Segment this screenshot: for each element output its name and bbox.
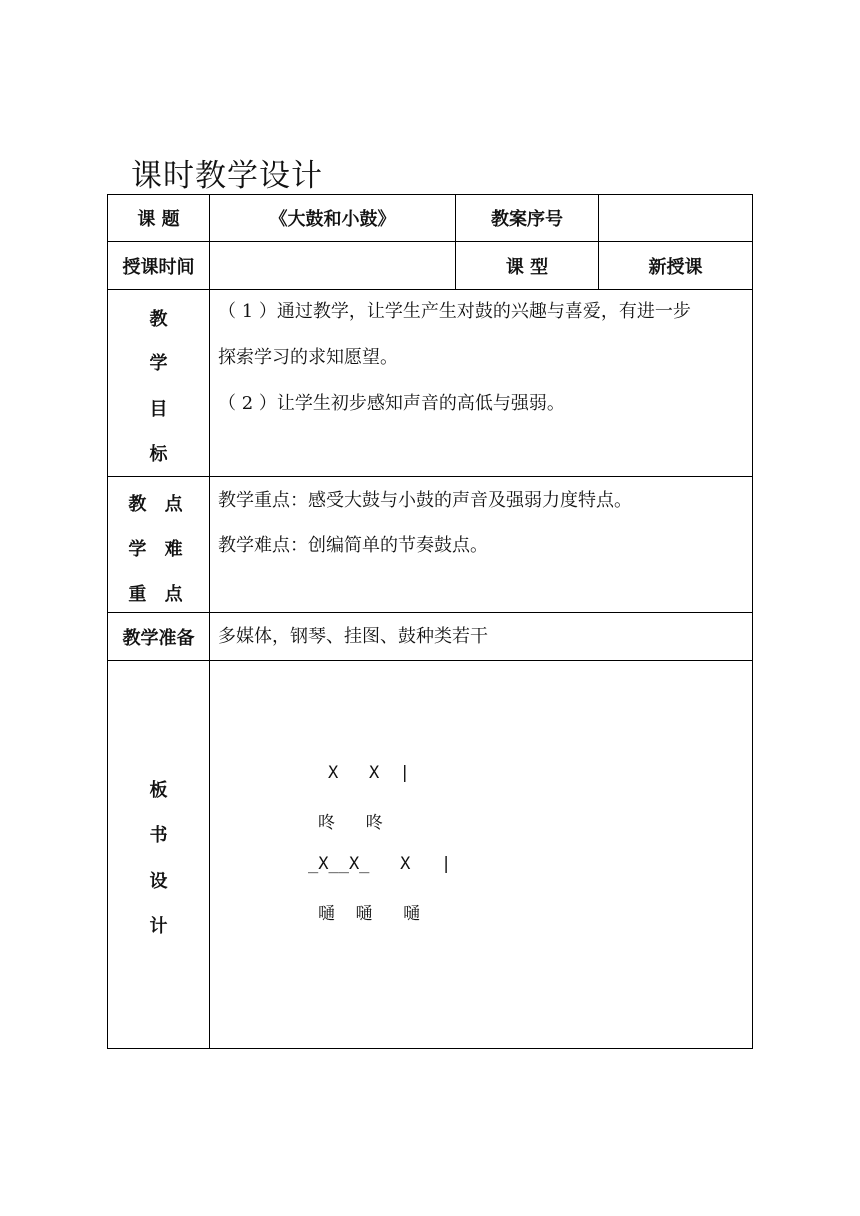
page-title: 课时教学设计 <box>131 158 323 194</box>
rhythm-line-1: X X | <box>328 763 410 783</box>
row-divider <box>107 660 753 661</box>
column-divider <box>209 194 210 1049</box>
key-points-label: 学 难 <box>128 539 189 560</box>
rhythm-line-2: _X__X_ X | <box>308 854 452 874</box>
lesson-seq-label: 教案序号 <box>491 209 563 230</box>
key-point-line: 教学难点：创编简单的节奏鼓点。 <box>218 535 488 556</box>
row-divider <box>107 289 753 290</box>
key-points-label: 教 点 <box>128 494 189 515</box>
goal-line: （ 2 ）让学生初步感知声音的高低与强弱。 <box>218 393 565 414</box>
table-border-bottom <box>107 1048 753 1049</box>
time-label: 授课时间 <box>122 256 195 278</box>
lesson-type-label: 课 型 <box>505 256 549 278</box>
topic-label: 课 题 <box>137 209 180 230</box>
time-value <box>210 242 455 289</box>
topic-value: 《大鼓和小鼓》 <box>269 209 396 230</box>
goals-label-char: 标 <box>149 444 168 465</box>
key-point-line: 教学重点：感受大鼓与小鼓的声音及强弱力度特点。 <box>218 490 632 511</box>
goal-line: 探索学习的求知愿望。 <box>218 347 398 368</box>
lesson-type-value: 新授课 <box>648 256 703 278</box>
rhythm-syllables-2: 嗵 嗵 嗵 <box>318 904 421 924</box>
prep-label: 教学准备 <box>122 627 195 649</box>
lesson-seq-value <box>599 195 752 241</box>
board-label-char: 书 <box>149 825 168 846</box>
goals-label-char: 目 <box>149 399 168 420</box>
prep-value: 多媒体，钢琴、挂图、鼓种类若干 <box>218 626 488 647</box>
board-label-char: 板 <box>149 780 168 801</box>
table-border-right <box>752 194 753 1049</box>
goals-label-char: 教 <box>149 309 168 330</box>
goals-label-char: 学 <box>149 353 168 374</box>
row-divider <box>107 476 753 477</box>
key-points-label: 重 点 <box>128 584 189 605</box>
rhythm-syllables-1: 咚 咚 <box>318 813 383 833</box>
board-label-char: 计 <box>149 916 168 937</box>
goal-line: （ 1 ）通过教学，让学生产生对鼓的兴趣与喜爱，有进一步 <box>218 301 691 322</box>
board-label-char: 设 <box>149 871 168 892</box>
